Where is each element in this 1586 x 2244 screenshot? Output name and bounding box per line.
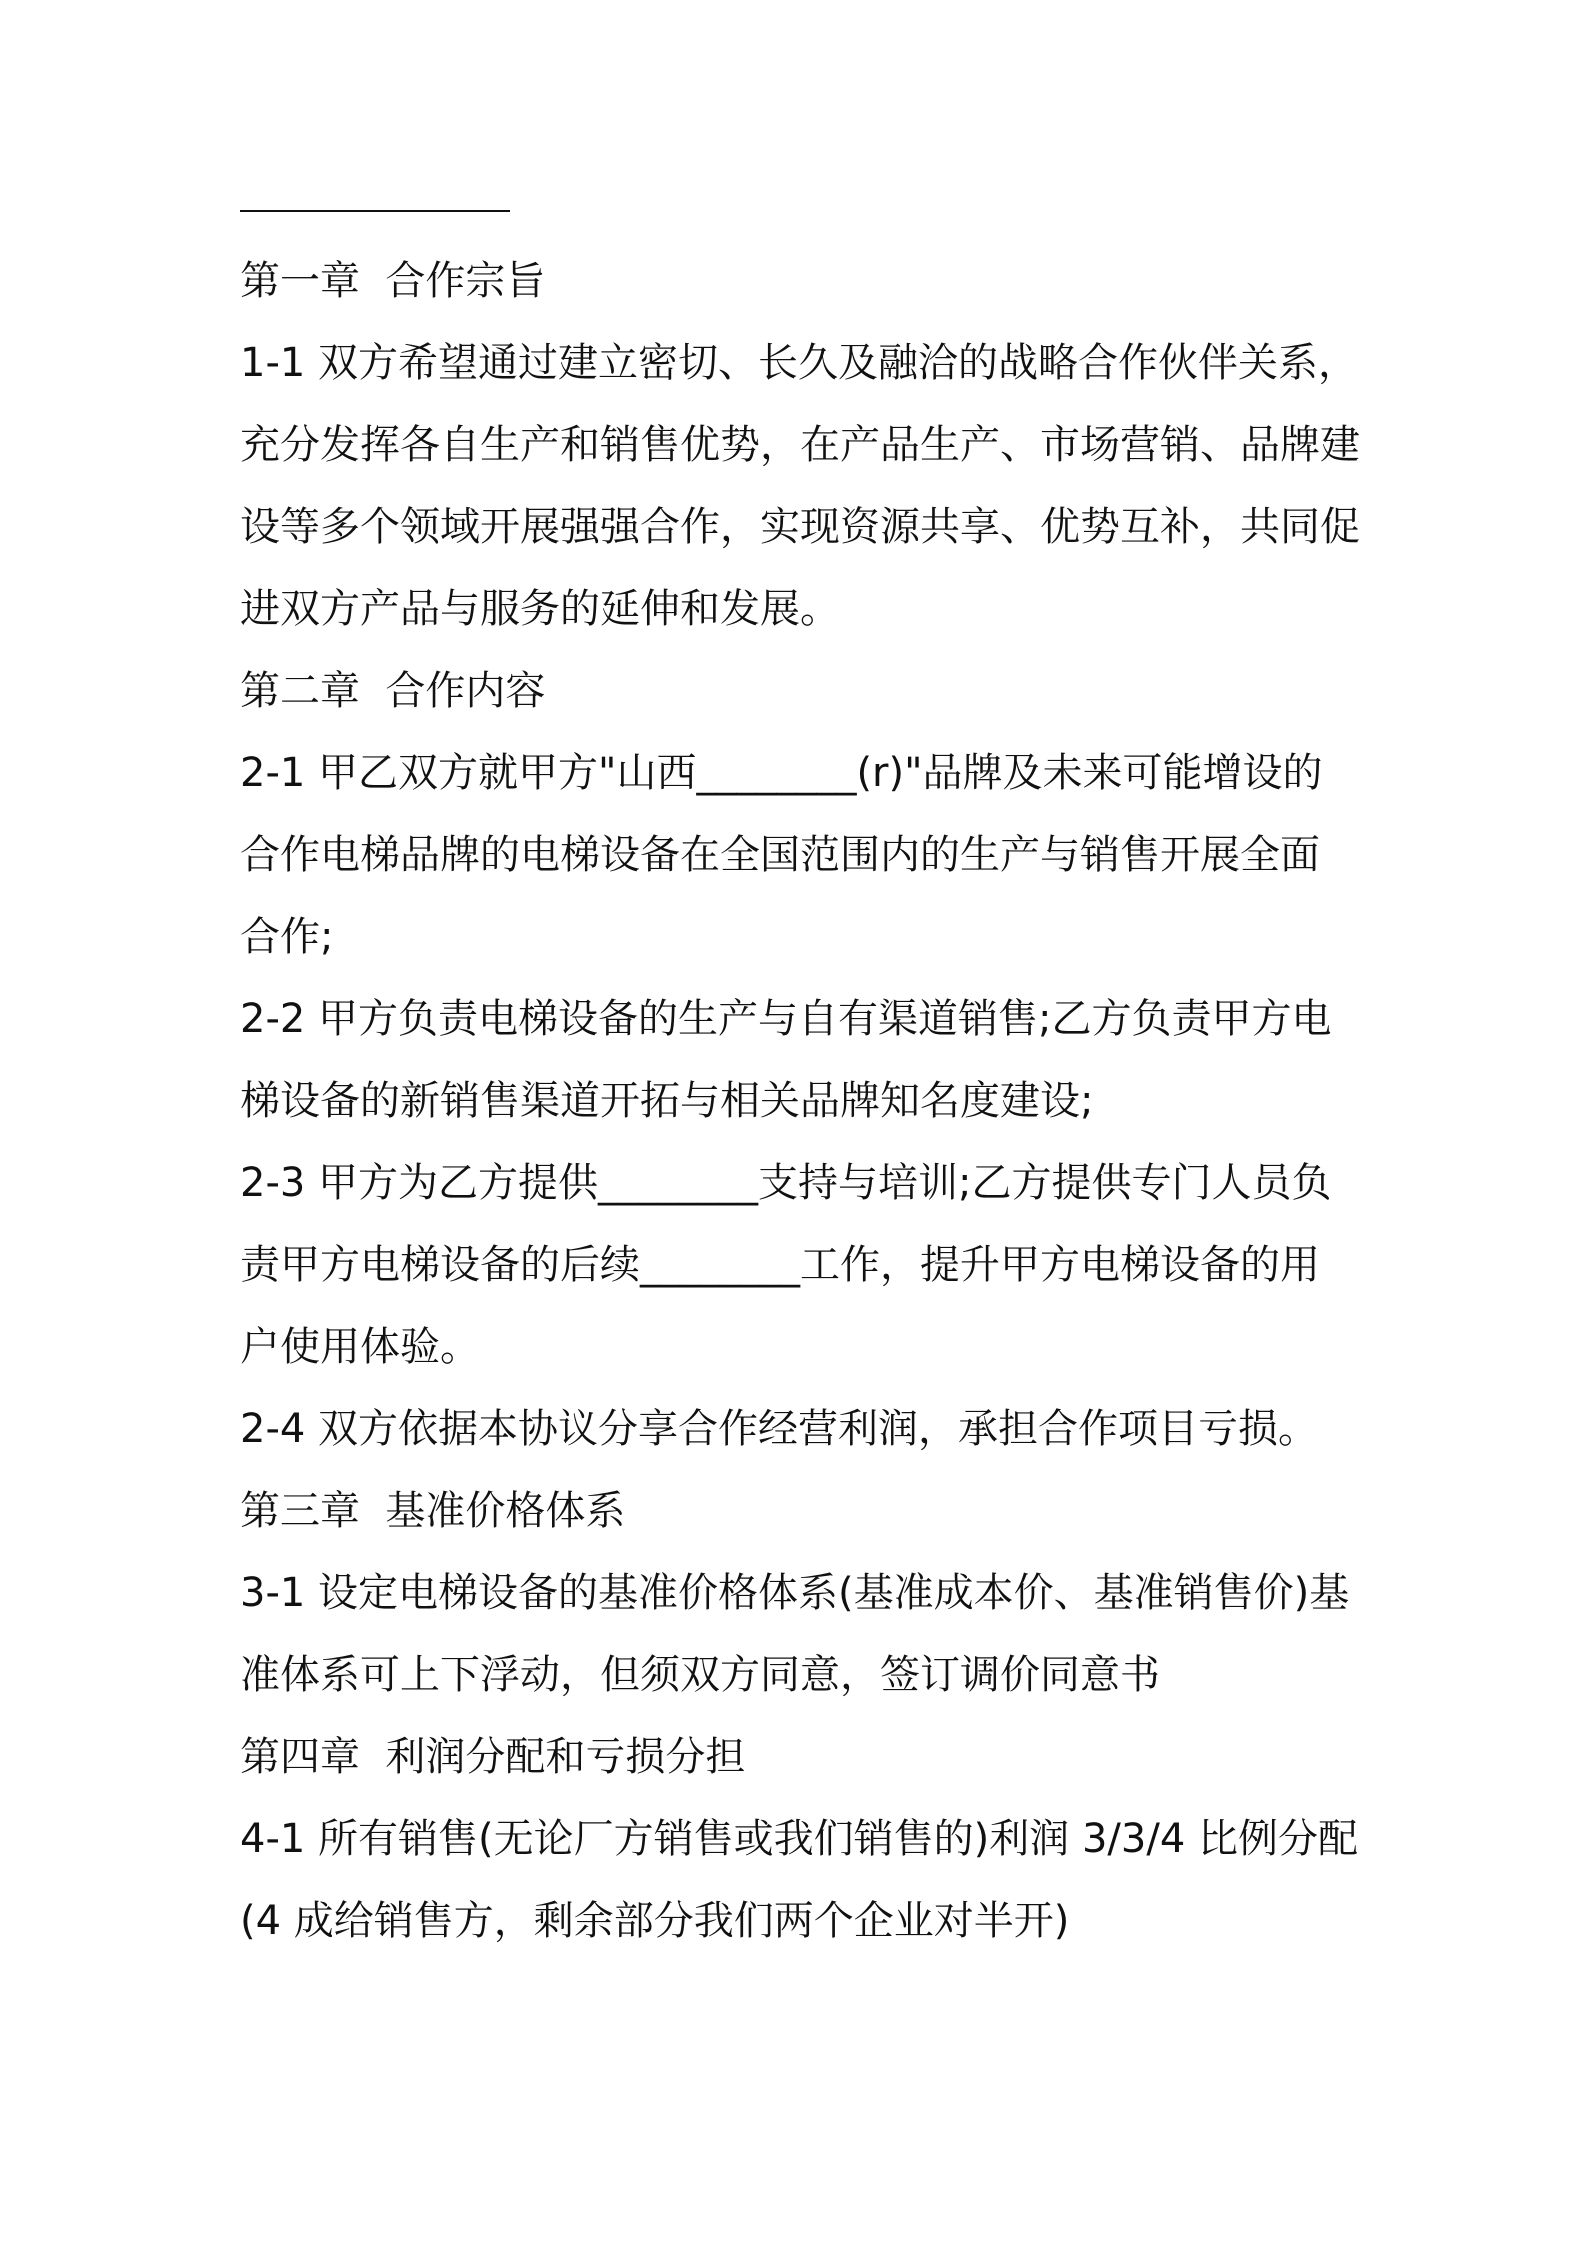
clause-2-1-line-3: 合作; bbox=[240, 914, 334, 960]
clause-2-3-line-3: 户使用体验。 bbox=[240, 1324, 480, 1370]
clause-2-3-line-2: 责甲方电梯设备的后续________工作，提升甲方电梯设备的用 bbox=[240, 1242, 1320, 1288]
clause-2-2-line-1: 2-2 甲方负责电梯设备的生产与自有渠道销售;乙方负责甲方电 bbox=[240, 996, 1332, 1042]
chapter-2-heading: 第二章 合作内容 bbox=[240, 668, 546, 714]
top-blank-rule bbox=[240, 210, 510, 212]
document-body bbox=[240, 210, 1360, 1962]
chapter-3-heading: 第三章 基准价格体系 bbox=[240, 1488, 626, 1534]
clause-4-1-line-1: 4-1 所有销售(无论厂方销售或我们销售的)利润 3/3/4 比例分配 bbox=[240, 1816, 1358, 1862]
clause-4-1-line-2: (4 成给销售方，剩余部分我们两个企业对半开) bbox=[240, 1898, 1070, 1944]
clause-2-2-line-2: 梯设备的新销售渠道开拓与相关品牌知名度建设; bbox=[240, 1078, 1094, 1124]
clause-1-1-line-1: 1-1 双方希望通过建立密切、长久及融洽的战略合作伙伴关系， bbox=[240, 340, 1359, 386]
clause-2-4-line-1: 2-4 双方依据本协议分享合作经营利润，承担合作项目亏损。 bbox=[240, 1406, 1319, 1452]
clause-1-1-line-3: 设等多个领域开展强强合作，实现资源共享、优势互补，共同促 bbox=[240, 504, 1360, 550]
clause-2-1-line-2: 合作电梯品牌的电梯设备在全国范围内的生产与销售开展全面 bbox=[240, 832, 1320, 878]
clause-3-1-line-1: 3-1 设定电梯设备的基准价格体系(基准成本价、基准销售价)基 bbox=[240, 1570, 1350, 1616]
clause-3-1-line-2: 准体系可上下浮动，但须双方同意，签订调价同意书 bbox=[240, 1652, 1160, 1698]
clause-1-1-line-4: 进双方产品与服务的延伸和发展。 bbox=[240, 586, 840, 632]
clause-1-1-line-2: 充分发挥各自生产和销售优势，在产品生产、市场营销、品牌建 bbox=[240, 422, 1360, 468]
chapter-4-heading: 第四章 利润分配和亏损分担 bbox=[240, 1734, 746, 1780]
clause-2-3-line-1: 2-3 甲方为乙方提供________支持与培训;乙方提供专门人员负 bbox=[240, 1160, 1332, 1206]
chapter-1-heading: 第一章 合作宗旨 bbox=[240, 258, 546, 304]
clause-2-1-line-1: 2-1 甲乙双方就甲方"山西________(r)"品牌及未来可能增设的 bbox=[240, 750, 1323, 796]
